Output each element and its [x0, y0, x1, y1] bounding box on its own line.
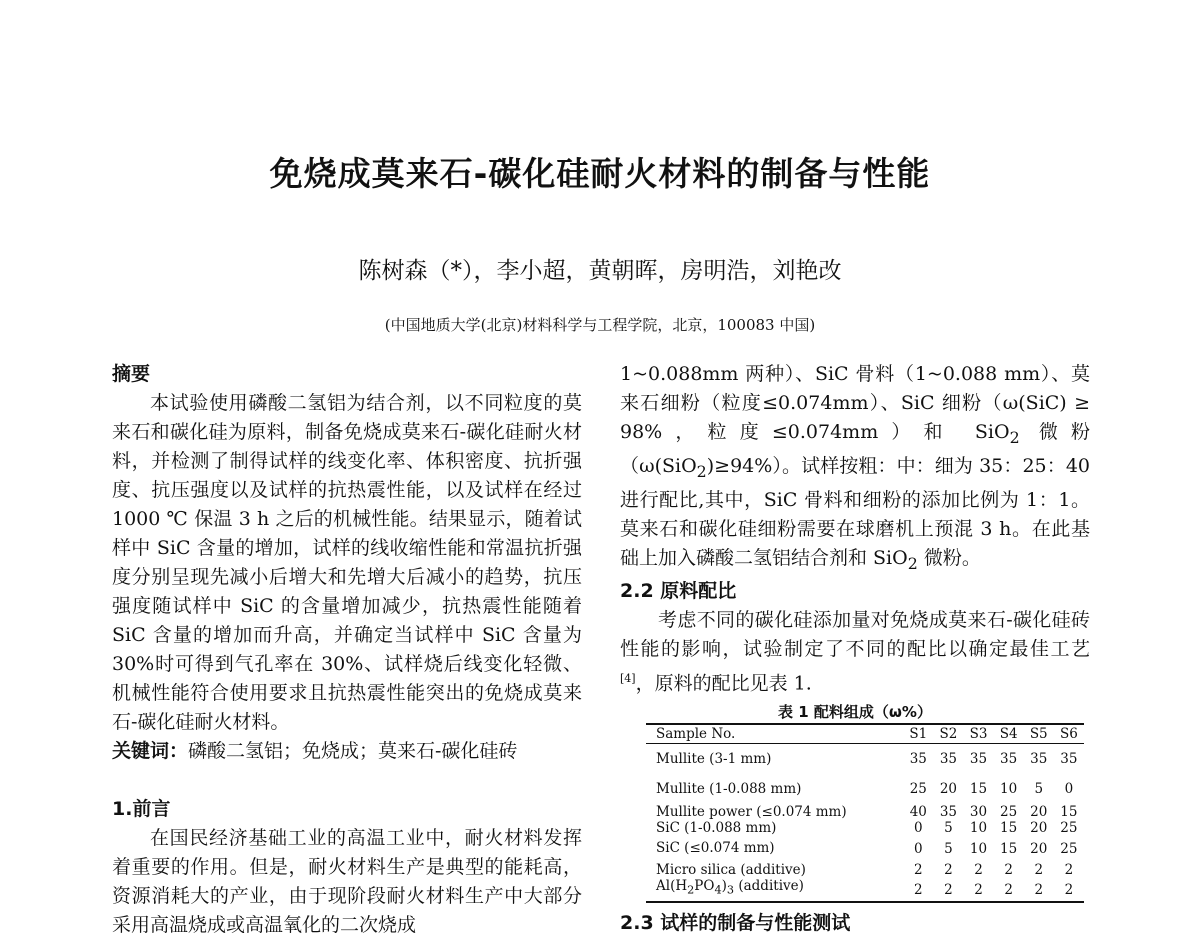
section-2-2-text: 考虑不同的碳化硅添加量对免烧成莫来石-碳化硅砖性能的影响，试验制定了不同的配比以确定最佳工艺[4]，原料的配比见表 1. — [620, 609, 1090, 695]
section-2-2-heading: 2.2 原料配比 — [620, 580, 737, 603]
table-header-cell: S4 — [994, 724, 1024, 744]
table-row: Micro silica (additive) 2 2 2 2 2 2 — [656, 861, 1074, 878]
left-column — [112, 360, 582, 940]
table-header-cell: S3 — [963, 724, 993, 744]
table-header-cell: S1 — [903, 724, 933, 744]
keywords-text: 磷酸二氢铝；免烧成；莫来石-碳化硅砖 — [188, 740, 518, 762]
table-caption: 表 1 配料组成（ω%） — [778, 702, 932, 721]
composition-table — [646, 723, 1084, 904]
intro-text: 在国民经济基础工业的高温工业中，耐火材料发挥着重要的作用。但是，耐火材料生产是典型的能耗高，资源消耗大的产业，由于现阶段耐火材料生产中大部分采用高温烧成或高温氧化的二次烧成 — [112, 827, 582, 936]
table-header-cell: S2 — [933, 724, 963, 744]
table-row: Mullite (3-1 mm) 35 35 35 35 35 35 — [656, 750, 1078, 767]
table-header-row — [646, 724, 1084, 744]
section-2-3-heading: 2.3 试样的制备与性能测试 — [620, 912, 851, 934]
table-row: Mullite power (≤0.074 mm) 40 35 30 25 20 15 — [656, 803, 1078, 820]
table-row: SiC (≤0.074 mm) 0 5 10 15 20 25 — [656, 839, 1078, 857]
table-header-cell: Sample No. — [646, 724, 903, 744]
abstract-text: 本试验使用磷酸二氢铝为结合剂，以不同粒度的莫来石和碳化硅为原料，制备免烧成莫来石-碳化硅耐火材料，并检测了制得试样的线变化率、体积密度、抗折强度、抗压强度以及试样的抗热震性能，以及试样在经过 1000 ℃ 保温 3 h 之后的机械性能。结果显示，随着试样中 SiC 含量的增加，试样的线收缩性能和常温抗折强度分别呈现先减小后增大和先增大后减小的趋势，抗压强度随试样中 SiC 的含量增加减少，抗热震性能随着 SiC 含量的增加而升高，并确定当试样中 SiC 含量为 30%时可得到气孔率在 30%、试样烧后线变化轻微、机械性能符合使用要求且抗热震性能突出的免烧成莫来石-碳化硅耐火材料。 — [112, 392, 582, 733]
abstract-heading: 摘要 — [112, 363, 151, 385]
keywords-line — [112, 737, 582, 766]
table-row: $Al(H_2PO_4)_3$ (additive) 2 2 2 2 2 2 — [656, 877, 1074, 898]
table-row: SiC (1-0.088 mm) 0 5 10 15 20 25 — [656, 819, 1078, 836]
citation-ref: [4] — [620, 672, 636, 686]
materials-paragraph: 1~0.088mm 两种）、SiC 骨料（1~0.088 mm）、莫来石细粉（粒度≤0.074mm）、SiC 细粉（ω(SiC) ≥ 98%，粒度≤0.074mm）和 SiO$_2$ 微粉（ω(SiO$_2$)≥94%）。试样按粗：中：细为 35：25：40 进行配比,其中，SiC 骨料和细粉的添加比例为 1：1。莫来石和碳化硅细粉需要在球磨机上预混 3 h。在此基础上加入磷酸二氢铝结合剂和 SiO$_2$ 微粉。 — [620, 363, 1090, 573]
author-list: 陈树森（*），李小超，黄朝晖，房明浩，刘艳改 — [358, 258, 842, 284]
keywords-label: 关键词： — [112, 740, 189, 762]
affiliation: (中国地质大学(北京)材料科学与工程学院，北京，100083 中国) — [384, 316, 816, 334]
table-header-cell: S5 — [1024, 724, 1054, 744]
intro-heading: 1.前言 — [112, 798, 171, 820]
table-header-cell: S6 — [1054, 724, 1084, 744]
table-row: Mullite (1-0.088 mm) 25 20 15 10 5 0 — [656, 780, 1074, 797]
right-column — [620, 360, 1090, 903]
paper-title: 免烧成莫来石-碳化硅耐火材料的制备与性能 — [269, 154, 931, 193]
